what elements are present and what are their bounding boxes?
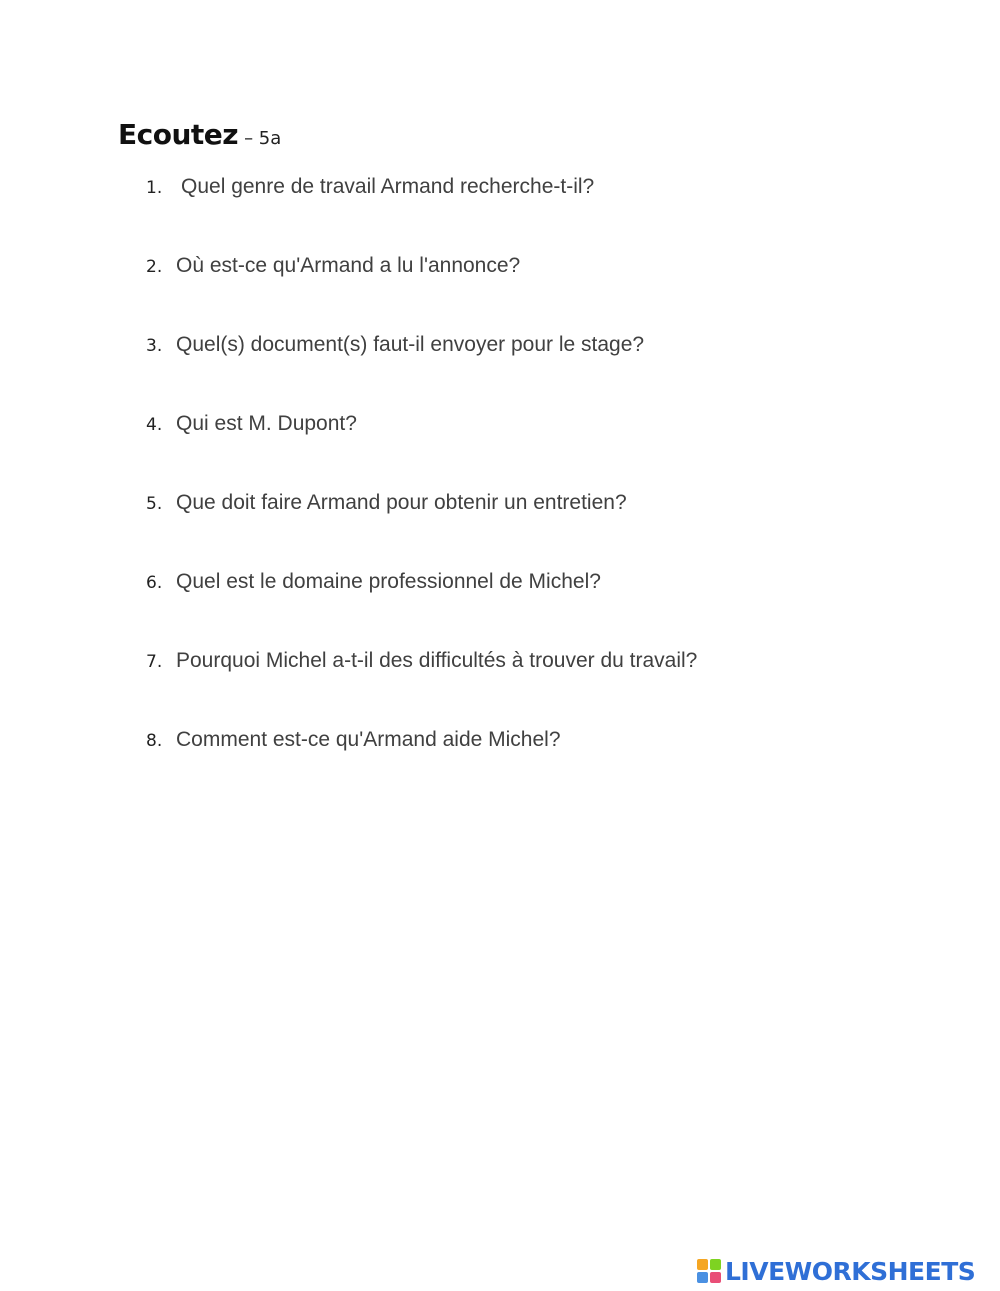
question-item <box>146 330 697 409</box>
question-number: 2. <box>146 257 163 277</box>
question-number: 8. <box>146 731 163 751</box>
question-item <box>146 646 697 725</box>
question-number: 4. <box>146 415 163 435</box>
question-number: 1. <box>146 178 163 198</box>
logo-tile <box>710 1259 721 1270</box>
question-text: Quel(s) document(s) faut-il envoyer pour le stage? <box>176 333 645 356</box>
logo-tile <box>697 1272 708 1283</box>
question-number: 6. <box>146 573 163 593</box>
question-number: 7. <box>146 652 163 672</box>
liveworksheets-logo-icon <box>697 1259 721 1283</box>
liveworksheets-brand[interactable] <box>697 1256 975 1286</box>
question-text: Pourquoi Michel a-t-il des difficultés à trouver du travail? <box>176 649 698 672</box>
heading-title: Ecoutez <box>118 118 239 151</box>
question-item <box>146 409 697 488</box>
logo-tile <box>697 1259 708 1270</box>
logo-tile <box>710 1272 721 1283</box>
question-item <box>146 567 697 646</box>
question-text: Quel genre de travail Armand recherche-t-il? <box>181 175 595 198</box>
brand-name: LIVEWORKSHEETS <box>725 1256 976 1286</box>
worksheet-heading <box>118 118 281 151</box>
question-list <box>146 172 697 804</box>
question-text: Que doit faire Armand pour obtenir un entretien? <box>176 491 627 514</box>
question-text: Quel est le domaine professionnel de Michel? <box>176 570 601 593</box>
question-item <box>146 488 697 567</box>
heading-subtitle: – 5a <box>244 128 282 149</box>
question-number: 3. <box>146 336 163 356</box>
question-item <box>146 725 697 804</box>
question-text: Comment est-ce qu'Armand aide Michel? <box>176 728 561 751</box>
question-number: 5. <box>146 494 163 514</box>
question-item <box>146 172 697 251</box>
question-text: Qui est M. Dupont? <box>176 412 357 435</box>
question-item <box>146 251 697 330</box>
question-text: Où est-ce qu'Armand a lu l'annonce? <box>176 254 521 277</box>
